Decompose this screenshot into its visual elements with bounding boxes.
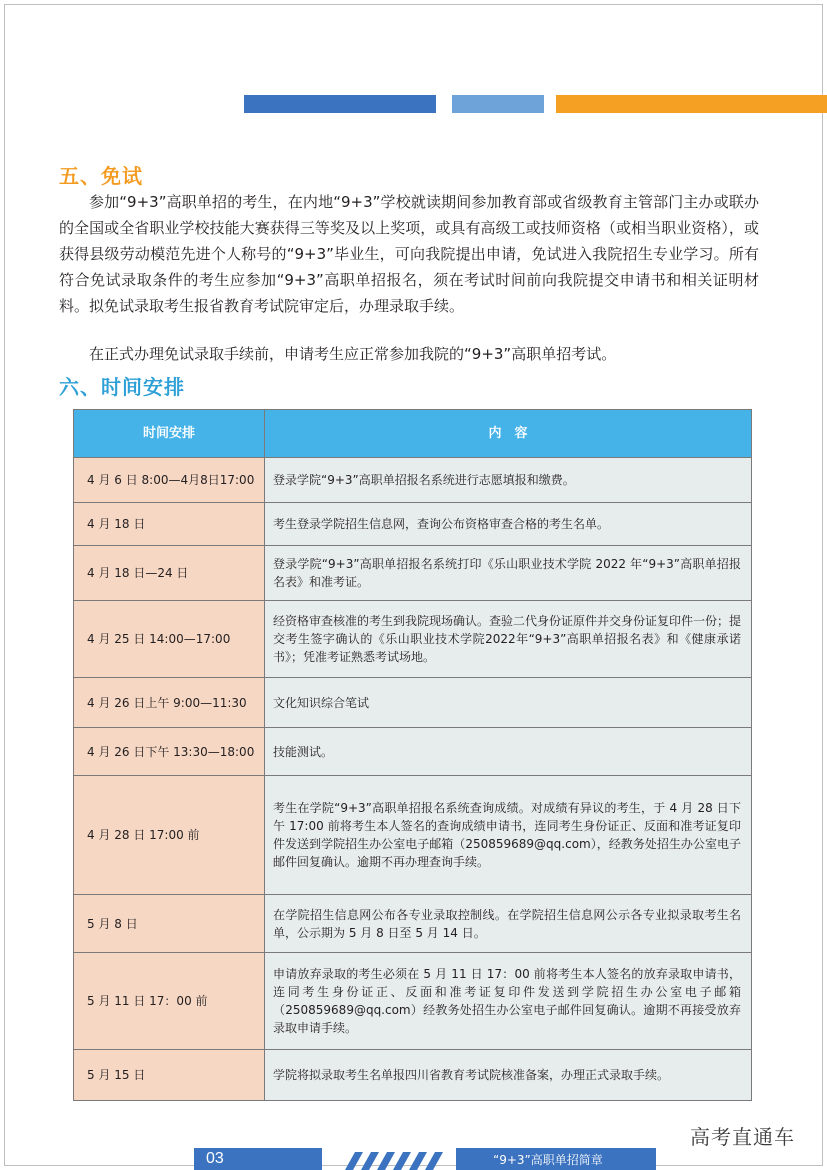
row-time: 5 月 15 日 [74, 1050, 265, 1101]
row-content: 考生登录学院招生信息网，查询公布资格审查合格的考生名单。 [265, 503, 752, 546]
header-content: 内 容 [265, 410, 752, 458]
table-row [74, 895, 752, 953]
page-number: 03 [206, 1150, 224, 1167]
row-time: 5 月 11 日 17：00 前 [74, 953, 265, 1050]
table-row [74, 601, 752, 678]
table-row [74, 1050, 752, 1101]
row-content: 经资格审查核准的考生到我院现场确认。查验二代身份证原件并交身份证复印件一份；提交考生签字确认的《乐山职业技术学院2022年“9+3”高职单招报名表》和《健康承诺书》；凭准考证熟悉考试场地。 [265, 601, 752, 678]
row-time: 5 月 8 日 [74, 895, 265, 953]
schedule-table [73, 409, 752, 1101]
footer-caption: “9+3”高职单招简章 [493, 1153, 603, 1167]
row-content: 考生在学院“9+3”高职单招报名系统查询成绩。对成绩有异议的考生，于 4 月 28 日下午 17:00 前将考生本人签名的查询成绩申请书，连同考生身份证正、反面和准考证复印件发送到学院招生办公室电子邮箱（250859689@qq.com），经教务处招生办公室电子邮件回复确认。逾期不再办理查询手续。 [265, 776, 752, 895]
row-content: 登录学院“9+3”高职单招报名系统进行志愿填报和缴费。 [265, 458, 752, 503]
exemption-paragraph-2: 在正式办理免试录取手续前，申请考生应正常参加我院的“9+3”高职单招考试。 [89, 345, 617, 363]
table-row [74, 503, 752, 546]
table-row [74, 776, 752, 895]
header-bar-light-blue [452, 95, 544, 113]
row-content: 技能测试。 [265, 728, 752, 776]
row-time: 4 月 26 日上午 9:00—11:30 [74, 678, 265, 728]
row-time: 4 月 26 日下午 13:30—18:00 [74, 728, 265, 776]
row-content: 申请放弃录取的考生必须在 5 月 11 日 17：00 前将考生本人签名的放弃录取申请书，连同考生身份证正、反面和准考证复印件发送到学院招生办公室电子邮箱（250859689@qq.com）经教务处招生办公室电子邮件回复确认。逾期不再接受放弃录取申请手续。 [265, 953, 752, 1050]
row-content: 学院将拟录取考生名单报四川省教育考试院核准备案，办理正式录取手续。 [265, 1050, 752, 1101]
table-row [74, 678, 752, 728]
row-time: 4 月 28 日 17:00 前 [74, 776, 265, 895]
exemption-paragraph-1: 参加“9+3”高职单招的考生，在内地“9+3”学校就读期间参加教育部或省级教育主管部门主办或联办的全国或全省职业学校技能大赛获得三等奖及以上奖项，或具有高级工或技师资格（或相当职业资格），或获得县级劳动模范先进个人称号的“9+3”毕业生，可向我院提出申请，免试进入我院招生专业学习。所有符合免试录取条件的考生应参加“9+3”高职单招报名，须在考试时间前向我院提交申请书和相关证明材料。拟免试录取考生报省教育考试院审定后，办理录取手续。 [59, 193, 759, 315]
row-content: 文化知识综合笔试 [265, 678, 752, 728]
section-title-exemption: 五、免试 [59, 164, 143, 188]
row-time: 4 月 25 日 14:00—17:00 [74, 601, 265, 678]
row-time: 4 月 18 日—24 日 [74, 546, 265, 601]
watermark-text: 高考直通车 [690, 1125, 795, 1149]
footer-stripes-decoration [337, 1152, 449, 1170]
row-content: 在学院招生信息网公布各专业录取控制线。在学院招生信息网公示各专业拟录取考生名单，公示期为 5 月 8 日至 5 月 14 日。 [265, 895, 752, 953]
table-row [74, 728, 752, 776]
table-row [74, 458, 752, 503]
header-bar-dark-blue [244, 95, 436, 113]
table-header-row [74, 410, 752, 458]
row-time: 4 月 18 日 [74, 503, 265, 546]
header-time: 时间安排 [74, 410, 265, 458]
table-row [74, 546, 752, 601]
row-content: 登录学院“9+3”高职单招报名系统打印《乐山职业技术学院 2022 年“9+3”高职单招报名表》和准考证。 [265, 546, 752, 601]
header-bar-orange [556, 95, 827, 113]
section-title-schedule: 六、时间安排 [59, 375, 185, 399]
table-row [74, 953, 752, 1050]
row-time: 4 月 6 日 8:00—4月8日17:00 [74, 458, 265, 503]
